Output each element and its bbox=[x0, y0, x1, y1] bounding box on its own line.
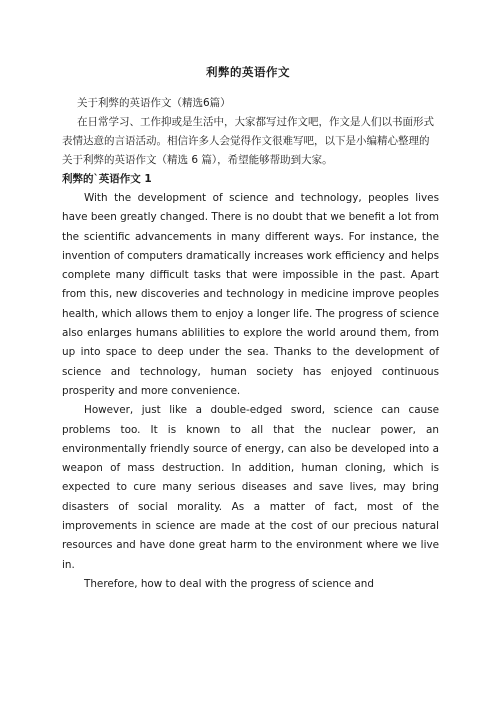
body-paragraph: With the development of science and technology, peoples lives have been greatly changed. There is no doubt that we benefit a lot from the scientific advancements in many different ways. For instance, the invention of computers dramatically increases work efficiency and helps complete many difficult tasks that were impossible in the past. Apart from this, new discoveries and technology in medicine improve peoples health, which allows them to enjoy a longer life. The progress of science also enlarges humans ablilities to explore the world around them, from up into space to deep under the sea. Thanks to the development of science and technology, human society has enjoyed continuous prosperity and more convenience. bbox=[62, 192, 439, 397]
section-heading: 利弊的`英语作文 1 bbox=[62, 173, 152, 185]
document-body bbox=[62, 94, 439, 594]
subtitle: 关于利弊的英语作文（精选6篇） bbox=[77, 97, 231, 109]
document-title: 利弊的英语作文 bbox=[206, 65, 290, 79]
body-paragraph: However, just like a double-edged sword, science can cause problems too. It is known to all that the nuclear power, an environmentally friendly source of energy, can also be developed into a weapon of mass destruction. In addition, human cloning, which is expected to cure many serious diseases and save lives, may bring disasters of social morality. As a matter of fact, most of the improvements in science are made at the cost of our precious natural resources and have done great harm to the environment where we live in. bbox=[62, 404, 439, 571]
body-paragraph: Therefore, how to deal with the progress of science and bbox=[84, 577, 374, 590]
intro-paragraph: 在日常学习、工作抑或是生活中，大家都写过作文吧，作文是人们以书面形式表情达意的言语活动。相信许多人会觉得作文很难写吧，以下是小编精心整理的关于利弊的英语作文（精选 6 篇），希望能够帮助到大家。 bbox=[62, 116, 434, 166]
